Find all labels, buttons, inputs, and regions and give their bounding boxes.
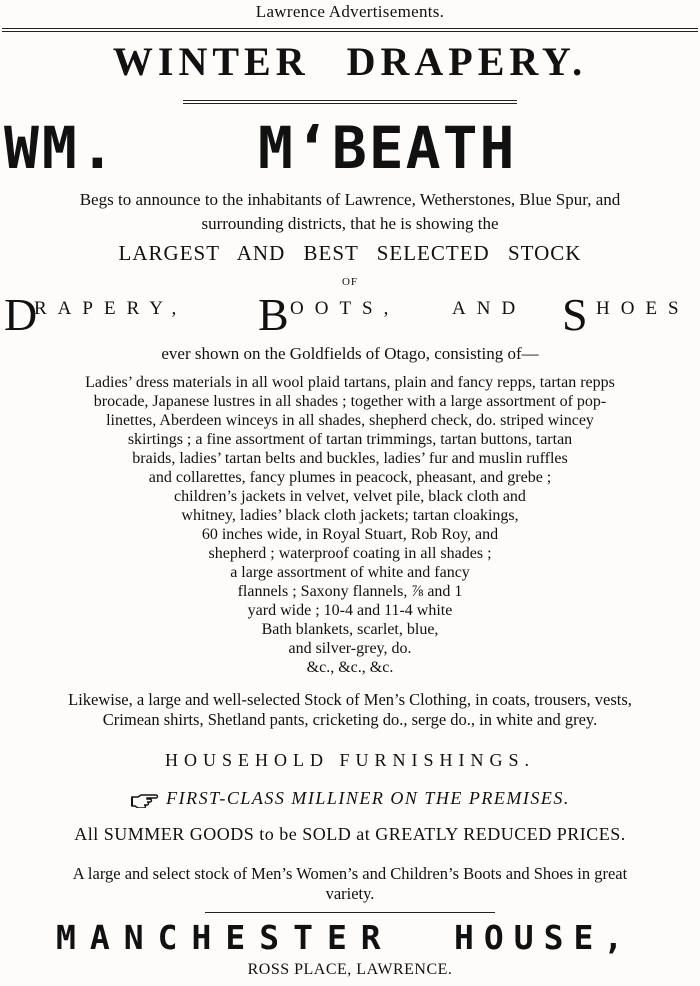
milliner-text: FIRST-CLASS MILLINER ON THE PREMISES.	[166, 788, 570, 808]
summer-sale-line: All SUMMER GOODS to be SOLD at GREATLY REDUCED PRICES.	[74, 824, 626, 844]
goods-cap-b: B	[258, 289, 289, 340]
proprietor-name	[0, 108, 700, 182]
likewise-line: Crimean shirts, Shetland pants, cricketing do., serge do., in white and grey.	[102, 710, 598, 729]
goods-line	[0, 289, 700, 340]
boots-shoes-text	[0, 864, 700, 904]
goods-cap-s: S	[562, 289, 588, 340]
ladies-line: children’s jackets in velvet, velvet pile, black cloth and	[174, 488, 526, 505]
headline-rule	[183, 100, 517, 101]
ladies-line: a large assortment of white and fancy	[230, 564, 470, 581]
ladies-line: and collarettes, fancy plumes in peacock, pheasant, and grebe ;	[148, 469, 552, 486]
intro-text	[0, 188, 700, 236]
ladies-line: linettes, Aberdeen winceys in all shades, shepherd check, do. striped wincey	[106, 412, 594, 429]
headline: WINTER DRAPERY.	[112, 39, 588, 84]
stock-line: LARGEST AND BEST SELECTED STOCK	[118, 241, 582, 265]
goods-cap-d: D	[4, 289, 38, 340]
goldfields-line: ever shown on the Goldfields of Otago, consisting of—	[161, 344, 539, 363]
goods-word-and: AND	[452, 298, 527, 319]
milliner-line	[0, 788, 700, 809]
ladies-line: shepherd ; waterproof coating in all shades ;	[208, 545, 492, 562]
goods-word-shoes: HOES	[596, 298, 690, 319]
household-heading: HOUSEHOLD FURNISHINGS.	[164, 750, 536, 770]
headline-rule-second	[183, 103, 517, 104]
intro-line: surrounding districts, that he is showing the	[201, 214, 499, 233]
goods-word-drapery: RAPERY,	[34, 298, 188, 319]
top-rule	[2, 28, 698, 29]
bottom-rule	[205, 912, 495, 913]
pointing-hand-icon	[130, 792, 160, 808]
ladies-line: flannels ; Saxony flannels, ⅞ and 1	[237, 583, 463, 600]
ladies-line: &c., &c., &c.	[306, 659, 394, 676]
intro-line: Begs to announce to the inhabitants of Lawrence, Wetherstones, Blue Spur, and	[79, 190, 621, 209]
ladies-line: whitney, ladies’ black cloth jackets; tartan cloakings,	[181, 507, 519, 524]
of-word: OF	[341, 276, 359, 288]
ladies-line: Bath blankets, scarlet, blue,	[261, 621, 439, 638]
store-address: ROSS PLACE, LAWRENCE.	[247, 961, 453, 978]
ladies-line: braids, ladies’ tartan belts and buckles, ladies’ fur and muslin ruffles	[132, 450, 568, 467]
ladies-line: and silver-grey, do.	[288, 640, 412, 657]
mens-clothing-text	[0, 690, 700, 730]
ladies-line: Ladies’ dress materials in all wool plaid tartans, plain and fancy repps, tartan repps	[85, 374, 615, 391]
ladies-line: brocade, Japanese lustres in all shades ; together with a large assortment of pop-	[93, 393, 607, 410]
proprietor-first: WM.	[4, 114, 118, 182]
ladies-line: yard wide ; 10-4 and 11-4 white	[247, 602, 453, 619]
store-name-first: MANCHESTER	[56, 918, 395, 957]
select-line: A large and select stock of Men’s Women’s and Children’s Boots and Shoes in great	[72, 864, 628, 883]
proprietor-last: M‘BEATH	[258, 114, 517, 182]
likewise-line: Likewise, a large and well-selected Stock of Men’s Clothing, in coats, trousers, vests,	[68, 690, 632, 709]
page-header: Lawrence Advertisements.	[255, 2, 445, 21]
store-name	[0, 918, 700, 962]
store-name-last: HOUSE,	[454, 918, 634, 957]
goods-word-boots: OOTS,	[290, 298, 400, 319]
ladies-line: 60 inches wide, in Royal Stuart, Rob Roy, and	[201, 526, 499, 543]
select-line: variety.	[325, 884, 375, 903]
ladies-line: skirtings ; a fine assortment of tartan trimmings, tartan buttons, tartan	[127, 431, 573, 448]
top-rule-second	[2, 31, 698, 32]
